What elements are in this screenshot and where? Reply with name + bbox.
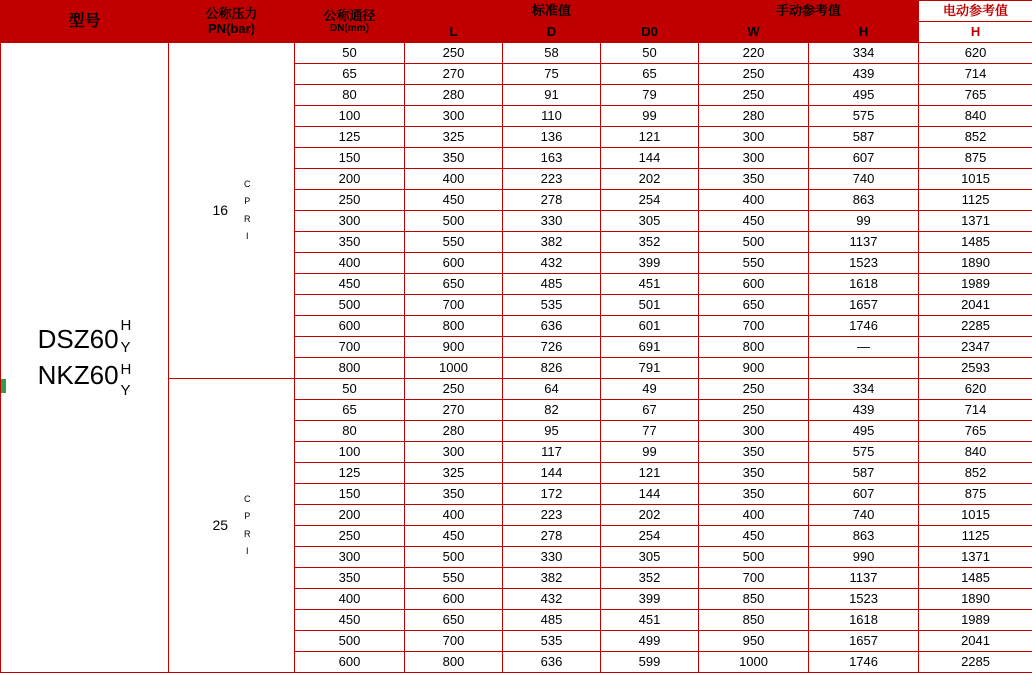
cell-d: 136 [503, 127, 601, 148]
model-name-list [38, 322, 119, 392]
cpri-char: I [244, 543, 251, 560]
cell-l: 500 [405, 547, 503, 568]
header-manual-values: 手动参考值 [699, 1, 919, 22]
cell-dn: 200 [295, 505, 405, 526]
cell-l: 400 [405, 169, 503, 190]
cell-w: 250 [699, 400, 809, 421]
cell-h-electric: 2041 [919, 631, 1032, 652]
cell-h-manual: 1137 [809, 568, 919, 589]
cell-h-electric: 620 [919, 379, 1032, 400]
cell-d0: 791 [601, 358, 699, 379]
cell-l: 550 [405, 568, 503, 589]
table-body [1, 43, 1032, 673]
model-suffix-char: Y [121, 380, 132, 402]
cell-h-manual: 439 [809, 400, 919, 421]
cpri-char: R [244, 211, 251, 228]
cell-h-manual: 863 [809, 526, 919, 547]
cell-l: 600 [405, 253, 503, 274]
cell-l: 325 [405, 463, 503, 484]
cell-w: 300 [699, 421, 809, 442]
cell-h-manual: 1618 [809, 610, 919, 631]
cell-dn: 500 [295, 295, 405, 316]
pressure-value: 25 [212, 518, 228, 533]
cpri-label [244, 491, 251, 559]
cell-h-manual: 495 [809, 421, 919, 442]
cell-h-electric: 2285 [919, 316, 1032, 337]
cell-dn: 65 [295, 64, 405, 85]
cpri-char: R [244, 526, 251, 543]
cell-dn: 300 [295, 547, 405, 568]
cell-h-manual: 334 [809, 379, 919, 400]
pressure-value: 16 [212, 203, 228, 218]
model-suffix-list [119, 313, 132, 402]
cell-h-manual: 587 [809, 463, 919, 484]
cell-h-manual: 334 [809, 43, 919, 64]
cell-w: 450 [699, 211, 809, 232]
cell-h-electric: 1989 [919, 274, 1032, 295]
table-header-row-top [1, 1, 1032, 22]
cell-h-electric: 1125 [919, 526, 1032, 547]
cell-d0: 121 [601, 463, 699, 484]
cell-d: 172 [503, 484, 601, 505]
model-suffix-char: H [121, 359, 132, 381]
cell-w: 500 [699, 232, 809, 253]
cell-d0: 399 [601, 253, 699, 274]
cell-h-electric: 1890 [919, 253, 1032, 274]
cell-l: 250 [405, 43, 503, 64]
cell-w: 600 [699, 274, 809, 295]
model-cell [1, 43, 169, 673]
green-marker-icon [1, 379, 6, 393]
cell-w: 850 [699, 610, 809, 631]
cell-h-manual: 863 [809, 190, 919, 211]
cell-h-manual: 439 [809, 64, 919, 85]
cell-h-manual: 740 [809, 505, 919, 526]
cell-w: 350 [699, 442, 809, 463]
cell-w: 500 [699, 547, 809, 568]
header-model: 型号 [1, 1, 169, 43]
cell-d0: 599 [601, 652, 699, 673]
cell-dn: 600 [295, 316, 405, 337]
cell-h-manual: 99 [809, 211, 919, 232]
cell-w: 700 [699, 568, 809, 589]
cell-d0: 49 [601, 379, 699, 400]
cell-d0: 305 [601, 547, 699, 568]
cell-l: 270 [405, 64, 503, 85]
cell-l: 400 [405, 505, 503, 526]
cell-h-electric: 852 [919, 463, 1032, 484]
cell-l: 650 [405, 610, 503, 631]
cell-d0: 202 [601, 169, 699, 190]
cell-h-electric: 2041 [919, 295, 1032, 316]
cell-d: 636 [503, 316, 601, 337]
cell-h-manual: 1137 [809, 232, 919, 253]
cell-dn: 450 [295, 610, 405, 631]
cell-d: 826 [503, 358, 601, 379]
cell-dn: 65 [295, 400, 405, 421]
cell-h-electric: 852 [919, 127, 1032, 148]
cell-l: 800 [405, 652, 503, 673]
cell-h-electric: 1371 [919, 547, 1032, 568]
cell-d0: 121 [601, 127, 699, 148]
cell-d: 485 [503, 610, 601, 631]
cell-l: 900 [405, 337, 503, 358]
header-sub-l: L [405, 22, 503, 43]
cell-h-manual: 587 [809, 127, 919, 148]
cell-d: 95 [503, 421, 601, 442]
cell-h-manual: 575 [809, 106, 919, 127]
cell-dn: 100 [295, 106, 405, 127]
cell-l: 250 [405, 379, 503, 400]
cell-dn: 80 [295, 85, 405, 106]
pressure-cell [169, 379, 295, 673]
cpri-char: P [244, 193, 251, 210]
cell-h-manual: 1523 [809, 589, 919, 610]
cell-w: 400 [699, 190, 809, 211]
cell-dn: 250 [295, 526, 405, 547]
cell-d0: 399 [601, 589, 699, 610]
cell-h-electric: 875 [919, 484, 1032, 505]
cell-w: 1000 [699, 652, 809, 673]
cell-d0: 352 [601, 568, 699, 589]
cell-h-electric: 765 [919, 421, 1032, 442]
cell-d: 64 [503, 379, 601, 400]
cell-h-manual: 1657 [809, 295, 919, 316]
cell-w: 450 [699, 526, 809, 547]
cell-d0: 144 [601, 484, 699, 505]
pressure-cell [169, 43, 295, 379]
header-pressure-label: 公称压力 [205, 6, 257, 21]
cell-d: 636 [503, 652, 601, 673]
cell-w: 250 [699, 64, 809, 85]
cell-w: 400 [699, 505, 809, 526]
cpri-char: C [244, 491, 251, 508]
cell-dn: 700 [295, 337, 405, 358]
header-pressure-unit: PN(bar) [208, 21, 255, 36]
header-sub-w: W [699, 22, 809, 43]
cell-d: 330 [503, 547, 601, 568]
cell-d0: 499 [601, 631, 699, 652]
cell-h-electric: 2347 [919, 337, 1032, 358]
cell-l: 300 [405, 442, 503, 463]
model-suffix-char: H [121, 315, 132, 337]
cell-l: 650 [405, 274, 503, 295]
cell-d0: 691 [601, 337, 699, 358]
cell-l: 450 [405, 526, 503, 547]
cell-dn: 300 [295, 211, 405, 232]
cell-h-manual: 1657 [809, 631, 919, 652]
cell-d: 110 [503, 106, 601, 127]
cell-d: 223 [503, 505, 601, 526]
cell-l: 800 [405, 316, 503, 337]
cell-d: 278 [503, 526, 601, 547]
cell-l: 1000 [405, 358, 503, 379]
cell-w: 850 [699, 589, 809, 610]
cell-l: 600 [405, 589, 503, 610]
cell-dn: 125 [295, 463, 405, 484]
cell-dn: 350 [295, 568, 405, 589]
cell-dn: 50 [295, 43, 405, 64]
cell-h-electric: 1485 [919, 568, 1032, 589]
cell-h-manual: 990 [809, 547, 919, 568]
cell-l: 280 [405, 85, 503, 106]
cell-l: 500 [405, 211, 503, 232]
cell-h-manual: 607 [809, 484, 919, 505]
cell-l: 350 [405, 484, 503, 505]
cell-d: 535 [503, 295, 601, 316]
cell-d0: 67 [601, 400, 699, 421]
cell-w: 300 [699, 148, 809, 169]
cell-h-electric: 1485 [919, 232, 1032, 253]
cell-d: 144 [503, 463, 601, 484]
cell-w: 650 [699, 295, 809, 316]
cell-d0: 144 [601, 148, 699, 169]
cell-d: 117 [503, 442, 601, 463]
cell-w: 280 [699, 106, 809, 127]
cell-h-electric: 714 [919, 64, 1032, 85]
cell-d0: 254 [601, 190, 699, 211]
cell-d: 163 [503, 148, 601, 169]
cell-h-manual: 1746 [809, 652, 919, 673]
cell-w: 350 [699, 169, 809, 190]
cell-l: 550 [405, 232, 503, 253]
cell-l: 280 [405, 421, 503, 442]
cell-l: 270 [405, 400, 503, 421]
header-sub-d: D [503, 22, 601, 43]
cell-h-manual: — [809, 337, 919, 358]
table-row [1, 43, 1032, 64]
cell-l: 300 [405, 106, 503, 127]
cell-h-electric: 1015 [919, 169, 1032, 190]
cell-d0: 601 [601, 316, 699, 337]
cell-h-manual: 1746 [809, 316, 919, 337]
cell-dn: 150 [295, 484, 405, 505]
cell-dn: 400 [295, 589, 405, 610]
cell-h-electric: 620 [919, 43, 1032, 64]
header-sub-h-electric: H [919, 22, 1032, 43]
cell-h-electric: 765 [919, 85, 1032, 106]
cell-l: 700 [405, 295, 503, 316]
cell-d: 223 [503, 169, 601, 190]
cell-h-manual: 495 [809, 85, 919, 106]
cell-h-electric: 2593 [919, 358, 1032, 379]
cpri-char: P [244, 508, 251, 525]
cell-d0: 501 [601, 295, 699, 316]
header-standard-values: 标准值 [405, 1, 699, 22]
cell-dn: 100 [295, 442, 405, 463]
cell-d0: 50 [601, 43, 699, 64]
cell-dn: 50 [295, 379, 405, 400]
cell-h-manual: 607 [809, 148, 919, 169]
cpri-char: I [244, 228, 251, 245]
cell-h-manual: 740 [809, 169, 919, 190]
cell-l: 350 [405, 148, 503, 169]
cell-d0: 451 [601, 610, 699, 631]
cell-d0: 352 [601, 232, 699, 253]
cell-w: 550 [699, 253, 809, 274]
cell-d0: 451 [601, 274, 699, 295]
cell-dn: 500 [295, 631, 405, 652]
cell-dn: 200 [295, 169, 405, 190]
cell-w: 250 [699, 379, 809, 400]
cell-d: 75 [503, 64, 601, 85]
cell-h-electric: 1015 [919, 505, 1032, 526]
model-name: NKZ60 [38, 358, 119, 393]
cell-d0: 77 [601, 421, 699, 442]
cell-dn: 600 [295, 652, 405, 673]
cell-d: 726 [503, 337, 601, 358]
cell-dn: 450 [295, 274, 405, 295]
header-diameter [295, 1, 405, 43]
cell-dn: 400 [295, 253, 405, 274]
cell-dn: 800 [295, 358, 405, 379]
header-sub-d0: D0 [601, 22, 699, 43]
cell-h-electric: 1125 [919, 190, 1032, 211]
cell-h-electric: 1890 [919, 589, 1032, 610]
header-pressure [169, 1, 295, 43]
cell-d: 82 [503, 400, 601, 421]
cell-w: 950 [699, 631, 809, 652]
cell-h-manual [809, 358, 919, 379]
cell-h-electric: 840 [919, 106, 1032, 127]
cell-d: 382 [503, 568, 601, 589]
cell-d: 485 [503, 274, 601, 295]
cell-l: 325 [405, 127, 503, 148]
cell-dn: 80 [295, 421, 405, 442]
cell-d: 91 [503, 85, 601, 106]
cell-w: 800 [699, 337, 809, 358]
cell-h-manual: 1523 [809, 253, 919, 274]
cell-d0: 99 [601, 442, 699, 463]
cell-w: 300 [699, 127, 809, 148]
cell-h-manual: 1618 [809, 274, 919, 295]
header-diameter-unit: DN(mm) [295, 23, 404, 34]
cell-h-electric: 714 [919, 400, 1032, 421]
cell-d: 330 [503, 211, 601, 232]
cell-d0: 65 [601, 64, 699, 85]
cell-h-manual: 575 [809, 442, 919, 463]
cell-w: 350 [699, 484, 809, 505]
model-suffix-char: Y [121, 337, 132, 359]
cell-d0: 305 [601, 211, 699, 232]
cell-h-electric: 1989 [919, 610, 1032, 631]
cell-dn: 250 [295, 190, 405, 211]
cell-d0: 99 [601, 106, 699, 127]
cell-h-electric: 875 [919, 148, 1032, 169]
header-sub-h-manual: H [809, 22, 919, 43]
cell-d0: 254 [601, 526, 699, 547]
cell-h-electric: 2285 [919, 652, 1032, 673]
cell-d: 535 [503, 631, 601, 652]
cell-h-electric: 840 [919, 442, 1032, 463]
header-electric-values: 电动参考值 [919, 1, 1032, 22]
cell-d: 432 [503, 253, 601, 274]
cell-d: 278 [503, 190, 601, 211]
cell-l: 700 [405, 631, 503, 652]
cell-d0: 202 [601, 505, 699, 526]
cell-h-electric: 1371 [919, 211, 1032, 232]
cell-l: 450 [405, 190, 503, 211]
cell-w: 220 [699, 43, 809, 64]
cell-dn: 150 [295, 148, 405, 169]
cell-w: 900 [699, 358, 809, 379]
cell-w: 700 [699, 316, 809, 337]
model-name: DSZ60 [38, 322, 119, 357]
cell-dn: 125 [295, 127, 405, 148]
cell-d: 432 [503, 589, 601, 610]
cell-w: 350 [699, 463, 809, 484]
cell-dn: 350 [295, 232, 405, 253]
cpri-char: C [244, 176, 251, 193]
header-diameter-label: 公称通径 [323, 8, 375, 23]
cell-w: 250 [699, 85, 809, 106]
cell-d0: 79 [601, 85, 699, 106]
cell-d: 58 [503, 43, 601, 64]
cell-d: 382 [503, 232, 601, 253]
cpri-label [244, 176, 251, 244]
